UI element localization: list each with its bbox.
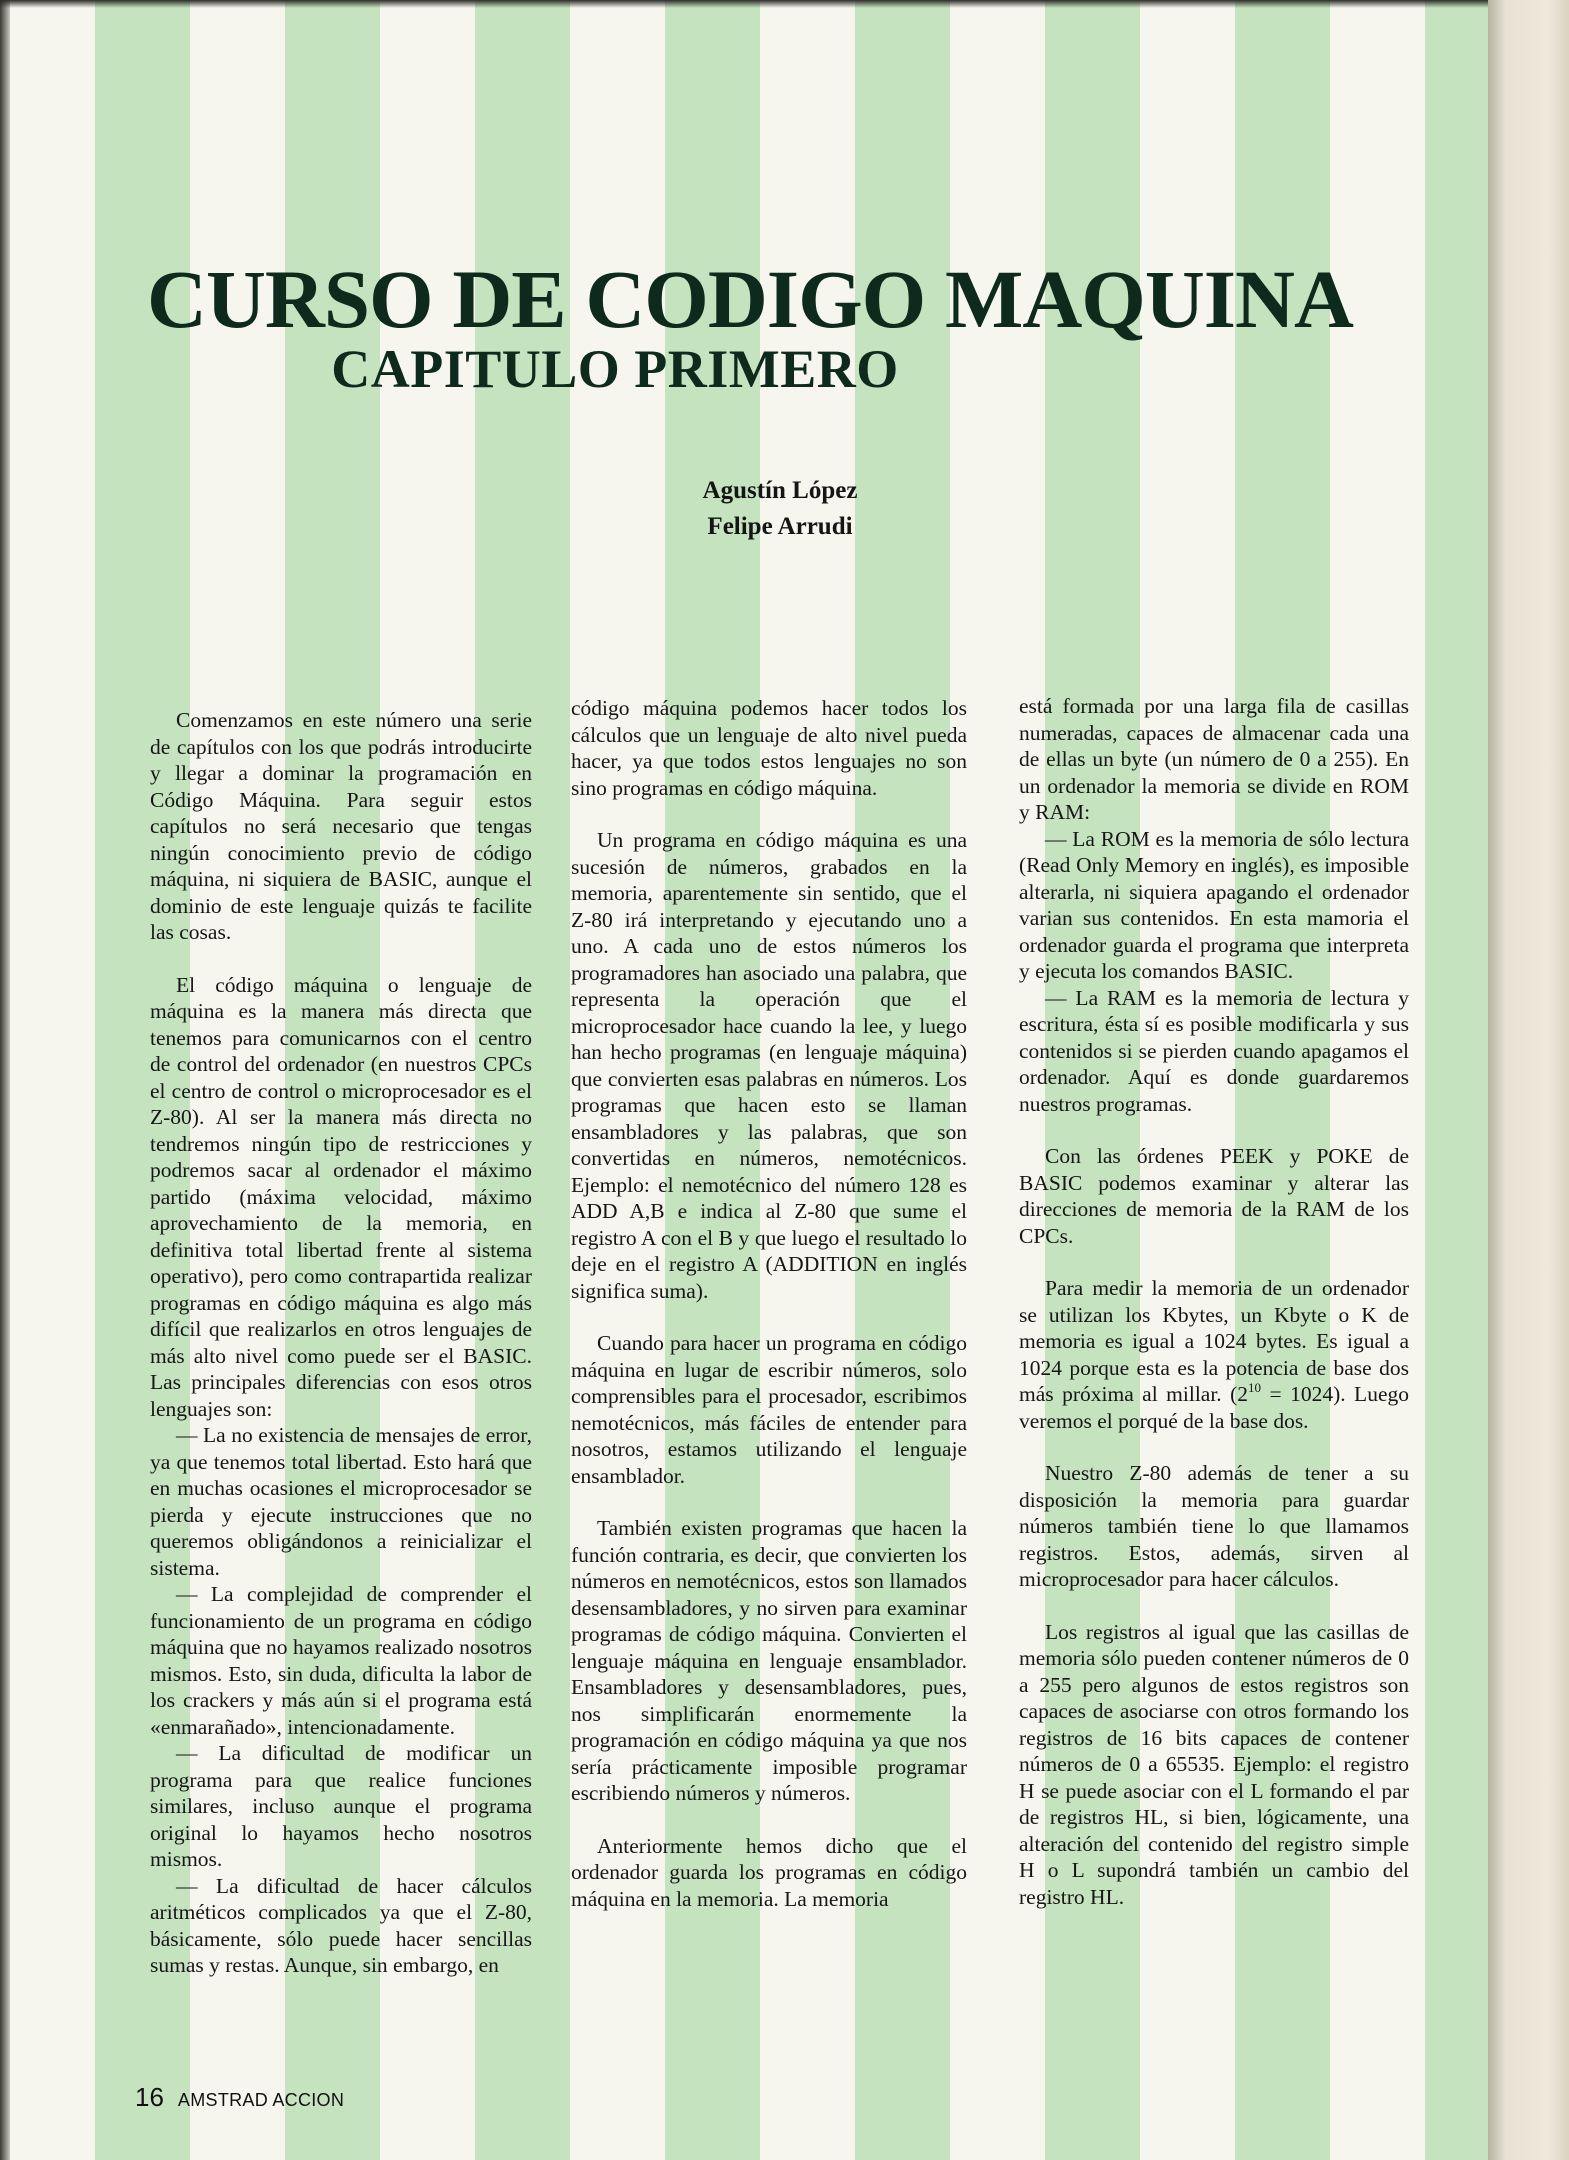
paragraph: Los registros al igual que las casillas de memoria sólo pueden contener números de 0 a 255 pero algunos de estos registros son capaces de asociarse con otros formando los registros de 16 bits capaces de contener números de 0 a 65535. Ejemplo: el registro H se puede asociar con el L formando el par de registros HL, si bien, lógicamente, una alteración del contenido del registro simple H o L supondrá también un cambio del registro HL. — [1019, 1619, 1409, 1909]
paragraph — [1019, 1275, 1409, 1434]
paragraph: — La complejidad de comprender el funcionamiento de un programa en código máquina que no hayamos realizado nosotros mismos. Esto, sin duda, dificulta la labor de los crackers y más aún si el programa está «enmarañado», intencionadamente. — [150, 1582, 532, 1739]
paragraph: código máquina podemos hacer todos los cálculos que un lenguaje de alto nivel pueda hacer, ya que todos estos lenguajes no son sino programas en código máquina. — [571, 696, 967, 800]
article-authors — [635, 473, 925, 545]
text-column-1 — [150, 707, 532, 1979]
page-footer — [135, 2082, 344, 2113]
superscript-exponent: 10 — [1248, 1380, 1262, 1395]
paragraph: También existen programas que hacen la función contraria, es decir, que convierten los números en nemotécnicos, estos son llamados desensambladores, y no sirven para examinar programas de código máquina. Convierten el lenguaje máquina en lenguaje ensamblador. Ensambladores y desensambladores, pues, nos simplificarán enormemente la programación en código máquina ya que nos sería prácticamente imposible programar escribiendo números y números. — [571, 1516, 967, 1805]
paragraph: Con las órdenes PEEK y POKE de BASIC podemos examinar y alterar las direcciones de memoria de la RAM de los CPCs. — [1019, 1144, 1409, 1248]
text-column-3 — [1019, 693, 1409, 1910]
article-subtitle: CAPITULO PRIMERO — [331, 339, 899, 399]
paragraph: Cuando para hacer un programa en código máquina en lugar de escribir números, solo comprensibles para el procesador, escribimos nemotécnicos, más fáciles de entender para nosotros, estamos utilizando el lenguaje ensamblador. — [571, 1331, 967, 1488]
paragraph: Un programa en código máquina es una sucesión de números, grabados en la memoria, aparentemente sin sentido, que el Z-80 irá interpretando y ejecutando uno a uno. A cada uno de estos números los programadores han asociado una palabra, que representa la operación que el microprocesador hace cuando la lee, y luego han hecho programas (en lenguaje máquina) que convierten esas palabras en números. Los programas que hacen esto se llaman ensambladores y las palabras, que son convertidas en números, nemotécnicos. Ejemplo: el nemotécnico del número 128 es ADD A,B e indica al Z-80 que sume el registro A con el B y que luego el resultado lo deje en el registro A (ADDITION en inglés significa suma). — [571, 828, 967, 1303]
page-number: 16 — [135, 2082, 164, 2112]
paragraph: Comenzamos en este número una serie de capítulos con los que podrás introducirte y llegar a dominar la programación en Código Máquina. Para seguir estos capítulos no será necesario que tengas ningún conocimiento previo de código máquina, ni siquiera de BASIC, aunque el dominio de este lenguaje quizás te facilite las cosas. — [150, 708, 532, 944]
page-binding-edge — [1488, 0, 1569, 2160]
paragraph: — La RAM es la memoria de lectura y escritura, ésta sí es posible modificarla y sus contenidos si se pierden cuando apagamos el ordenador. Aquí es donde guardaremos nuestros programas. — [1019, 985, 1409, 1116]
paragraph-text: Para medir la memoria de un ordenador se utilizan los Kbytes, un Kbyte o K de memoria es igual a 1024 bytes. Es igual a 1024 porque esta es la potencia de base dos más próxima al millar. (2 — [1019, 1276, 1409, 1406]
paragraph-text: = 1024). Luego veremos el porqué de la base dos. — [1019, 1382, 1409, 1433]
paragraph: está formada por una larga fila de casillas numeradas, capaces de almacenar cada una de ellas un byte (un número de 0 a 255). En un ordenador la memoria se divide en ROM y RAM: — [1019, 694, 1409, 824]
paragraph: Anteriormente hemos dicho que el ordenador guarda los programas en código máquina en la memoria. La memoria — [571, 1833, 967, 1911]
article-title: CURSO DE CODIGO MAQUINA — [147, 253, 1353, 345]
paragraph: El código máquina o lenguaje de máquina es la manera más directa que tenemos para comunicarnos con el centro de control del ordenador (en nuestros CPCs el centro de control o microprocesador es el Z-80). Al ser la manera más directa no tendremos ningún tipo de restricciones y podremos sacar al ordenador el máximo partido (máxima velocidad, máximo aprovechamiento de la memoria, en definitiva total libertad frente al sistema operativo), pero como contrapartida realizar programas en código máquina es algo más difícil que realizarlos en otros lenguajes de más alto nivel como puede ser el BASIC. Las principales diferencias con esos otros lenguajes son: — [150, 972, 532, 1421]
text-column-2 — [571, 695, 967, 1912]
author-name: Agustín López — [702, 477, 858, 504]
paragraph: — La dificultad de hacer cálculos aritméticos complicados ya que el Z-80, básicamente, sólo puede hacer sencillas sumas y restas. Aunque, sin embargo, en — [150, 1873, 532, 1977]
magazine-name: AMSTRAD ACCION — [177, 2090, 345, 2110]
paragraph: — La dificultad de modificar un programa para que realice funciones similares, incluso aunque el programa original lo hayamos hecho nosotros mismos. — [150, 1741, 532, 1871]
page-top-edge — [0, 0, 1500, 8]
paragraph: Nuestro Z-80 además de tener a su disposición la memoria para guardar números también tiene lo que llamamos registros. Estos, además, sirven al microprocesador para hacer cálculos. — [1019, 1461, 1409, 1591]
paragraph: — La no existencia de mensajes de error, ya que tenemos total libertad. Esto hará que en muchas ocasiones el microprocesador se pierda y ejecute instrucciones que no queremos obligándonos a reinicializar el sistema. — [150, 1423, 532, 1580]
author-name: Felipe Arrudi — [707, 513, 853, 540]
paragraph: — La ROM es la memoria de sólo lectura (Read Only Memory en inglés), es imposible alterarla, ni siquiera apagando el ordenador varian sus contenidos. En esta mamoria el ordenador guarda el programa que interpreta y ejecuta los comandos BASIC. — [1019, 826, 1409, 983]
